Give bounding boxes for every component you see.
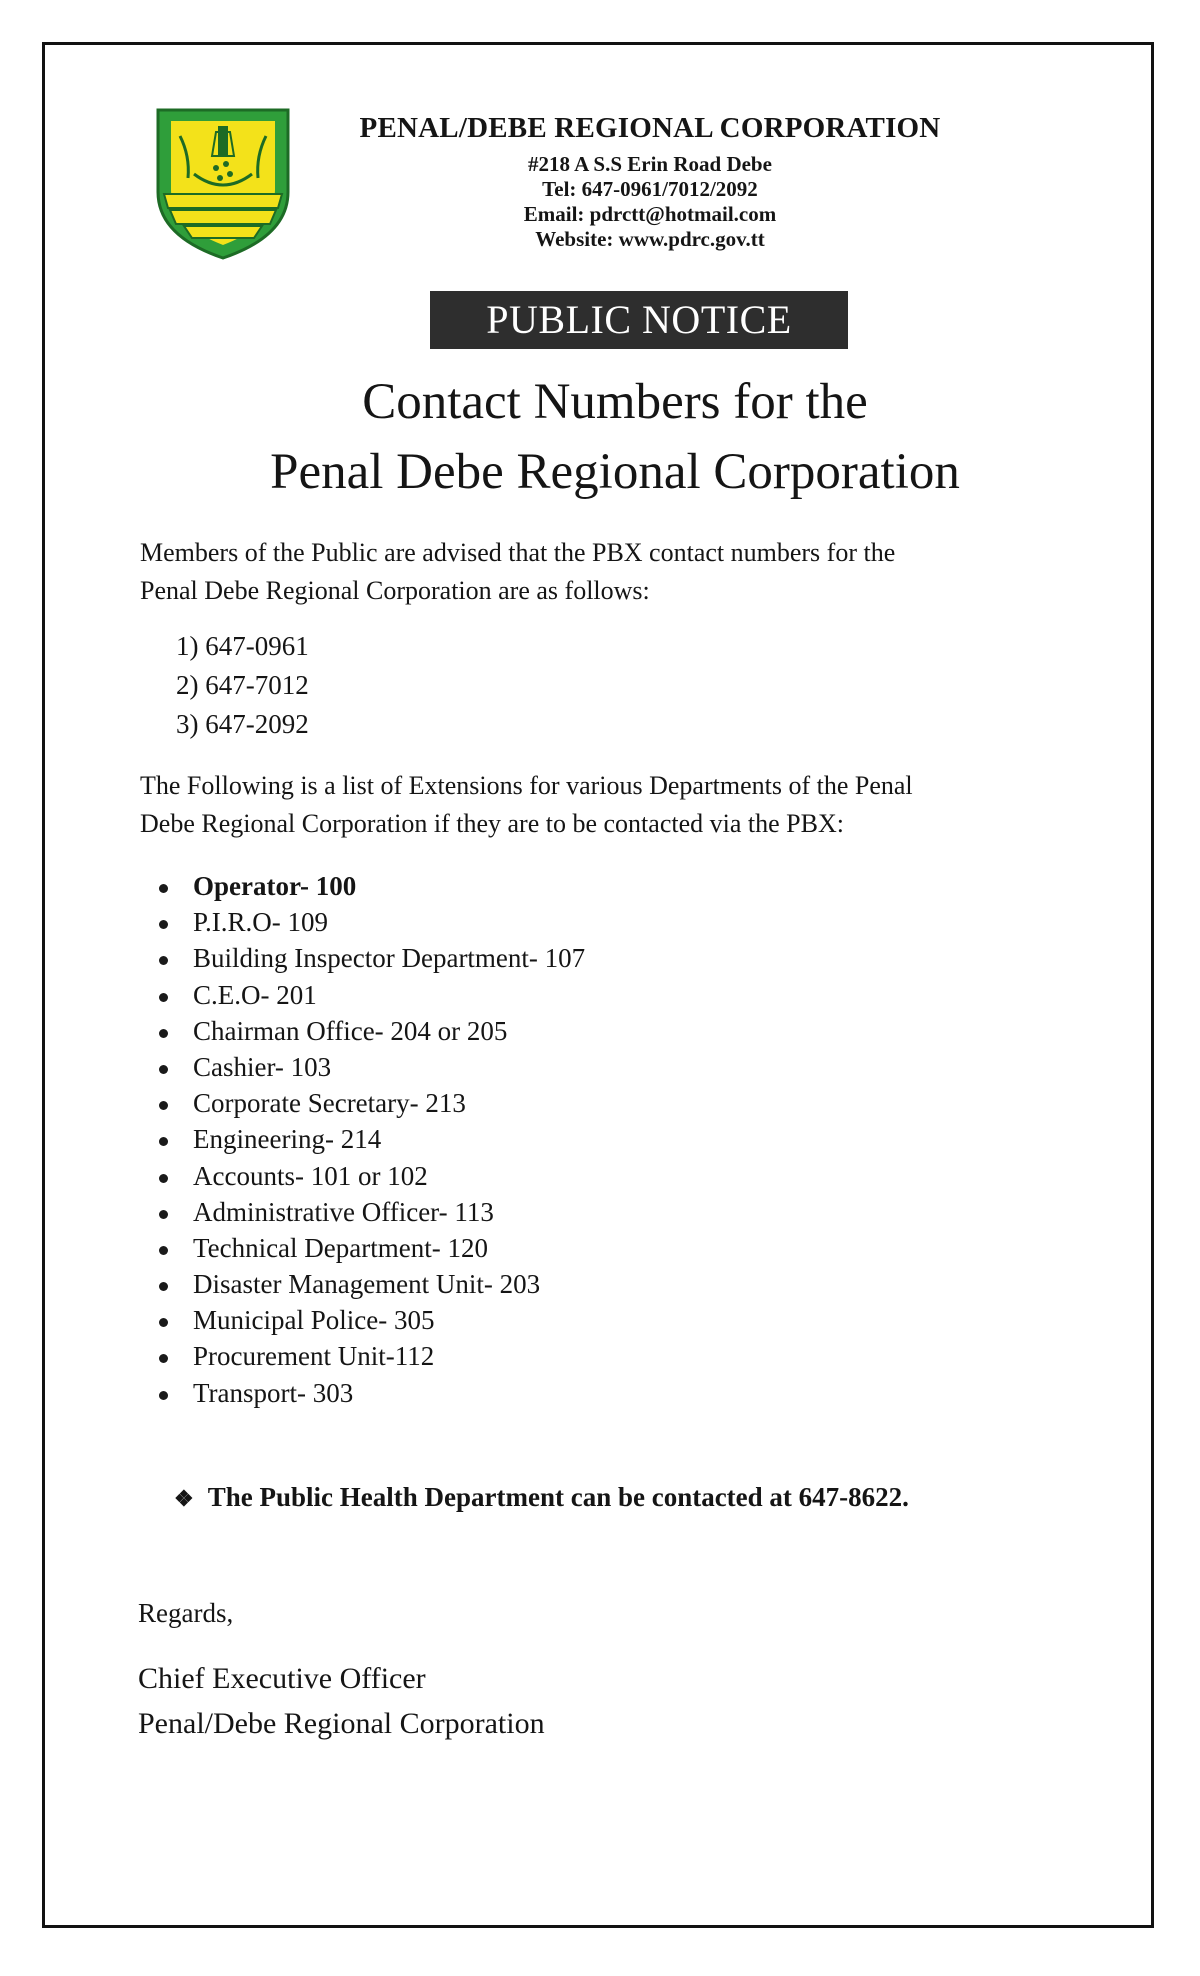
intro-line-2: Penal Debe Regional Corporation are as follows:: [140, 576, 650, 605]
extension-item: [155, 904, 585, 940]
bullet-icon: [159, 1354, 168, 1363]
extension-list: [155, 868, 585, 1411]
extension-item: [155, 1121, 585, 1157]
extension-item: [155, 1375, 585, 1411]
pbx-number-item: 3) 647-2092: [176, 709, 309, 739]
signatory-title: Chief Executive Officer: [138, 1662, 426, 1695]
bullet-icon: [159, 920, 168, 929]
org-name: PENAL/DEBE REGIONAL CORPORATION: [359, 112, 941, 144]
bullet-icon: [159, 1318, 168, 1327]
extension-text: Accounts- 101 or 102: [193, 1160, 428, 1191]
headline-line-2: Penal Debe Regional Corporation: [270, 444, 960, 500]
bullet-icon: [159, 884, 168, 893]
bullet-icon: [159, 1174, 168, 1183]
extension-text: P.I.R.O- 109: [193, 907, 329, 938]
intro-line-1: Members of the Public are advised that the PBX contact numbers for the: [140, 538, 896, 567]
extension-text: Municipal Police- 305: [193, 1305, 435, 1336]
extension-text: Disaster Management Unit- 203: [193, 1269, 541, 1300]
extension-item: [155, 1302, 585, 1338]
pbx-number-item: 1) 647-0961: [176, 631, 309, 661]
extensions-intro-line-1: The Following is a list of Extensions for various Departments of the Penal: [140, 771, 913, 800]
extension-text: Transport- 303: [193, 1377, 354, 1408]
extension-item: [155, 1158, 585, 1194]
bullet-icon: [159, 1246, 168, 1255]
pbx-number-item: 2) 647-7012: [176, 670, 309, 700]
extension-item: [155, 940, 585, 976]
extension-text: Cashier- 103: [193, 1051, 332, 1082]
extension-item: [155, 1194, 585, 1230]
bullet-icon: [159, 1065, 168, 1074]
public-health-note: [174, 1482, 909, 1513]
extension-item: [155, 1049, 585, 1085]
extension-text: C.E.O- 201: [193, 979, 317, 1010]
diamond-bullet-icon: ❖: [174, 1486, 194, 1511]
extension-item: [155, 1230, 585, 1266]
extension-item: [155, 1085, 585, 1121]
extension-item: [155, 977, 585, 1013]
signatory-organization: Penal/Debe Regional Corporation: [138, 1707, 545, 1740]
public-health-text: The Public Health Department can be contacted at 647-8622.: [207, 1482, 909, 1512]
bullet-icon: [159, 1029, 168, 1038]
extension-text: Chairman Office- 204 or 205: [193, 1015, 508, 1046]
extension-text: Procurement Unit-112: [193, 1341, 435, 1372]
org-address: #218 A S.S Erin Road Debe: [528, 152, 772, 176]
extension-text: Building Inspector Department- 107: [193, 943, 586, 974]
extension-item-operator: [155, 868, 585, 904]
bullet-icon: [159, 1101, 168, 1110]
closing-regards: Regards,: [138, 1598, 234, 1628]
bullet-icon: [159, 1137, 168, 1146]
org-telephone: Tel: 647-0961/7012/2092: [542, 177, 758, 201]
extension-text: Engineering- 214: [193, 1124, 382, 1155]
extension-item: [155, 1338, 585, 1374]
extension-text: Technical Department- 120: [193, 1232, 488, 1263]
extensions-intro-line-2: Debe Regional Corporation if they are to be contacted via the PBX:: [140, 809, 844, 838]
extension-item: [155, 1266, 585, 1302]
extension-item: [155, 1013, 585, 1049]
org-email: Email: pdrctt@hotmail.com: [523, 202, 777, 226]
bullet-icon: [159, 993, 168, 1002]
extension-text: Administrative Officer- 113: [193, 1196, 494, 1227]
public-notice-banner: PUBLIC NOTICE: [430, 291, 848, 349]
bullet-icon: [159, 956, 168, 965]
bullet-icon: [159, 1282, 168, 1291]
extension-text: Corporate Secretary- 213: [193, 1088, 466, 1119]
corporation-crest-icon: [150, 96, 296, 261]
pbx-number-list: [176, 627, 309, 744]
org-website: Website: www.pdrc.gov.tt: [535, 227, 765, 251]
extension-text: Operator- 100: [193, 871, 357, 901]
bullet-icon: [159, 1210, 168, 1219]
headline-line-1: Contact Numbers for the: [362, 374, 868, 430]
bullet-icon: [159, 1391, 168, 1400]
